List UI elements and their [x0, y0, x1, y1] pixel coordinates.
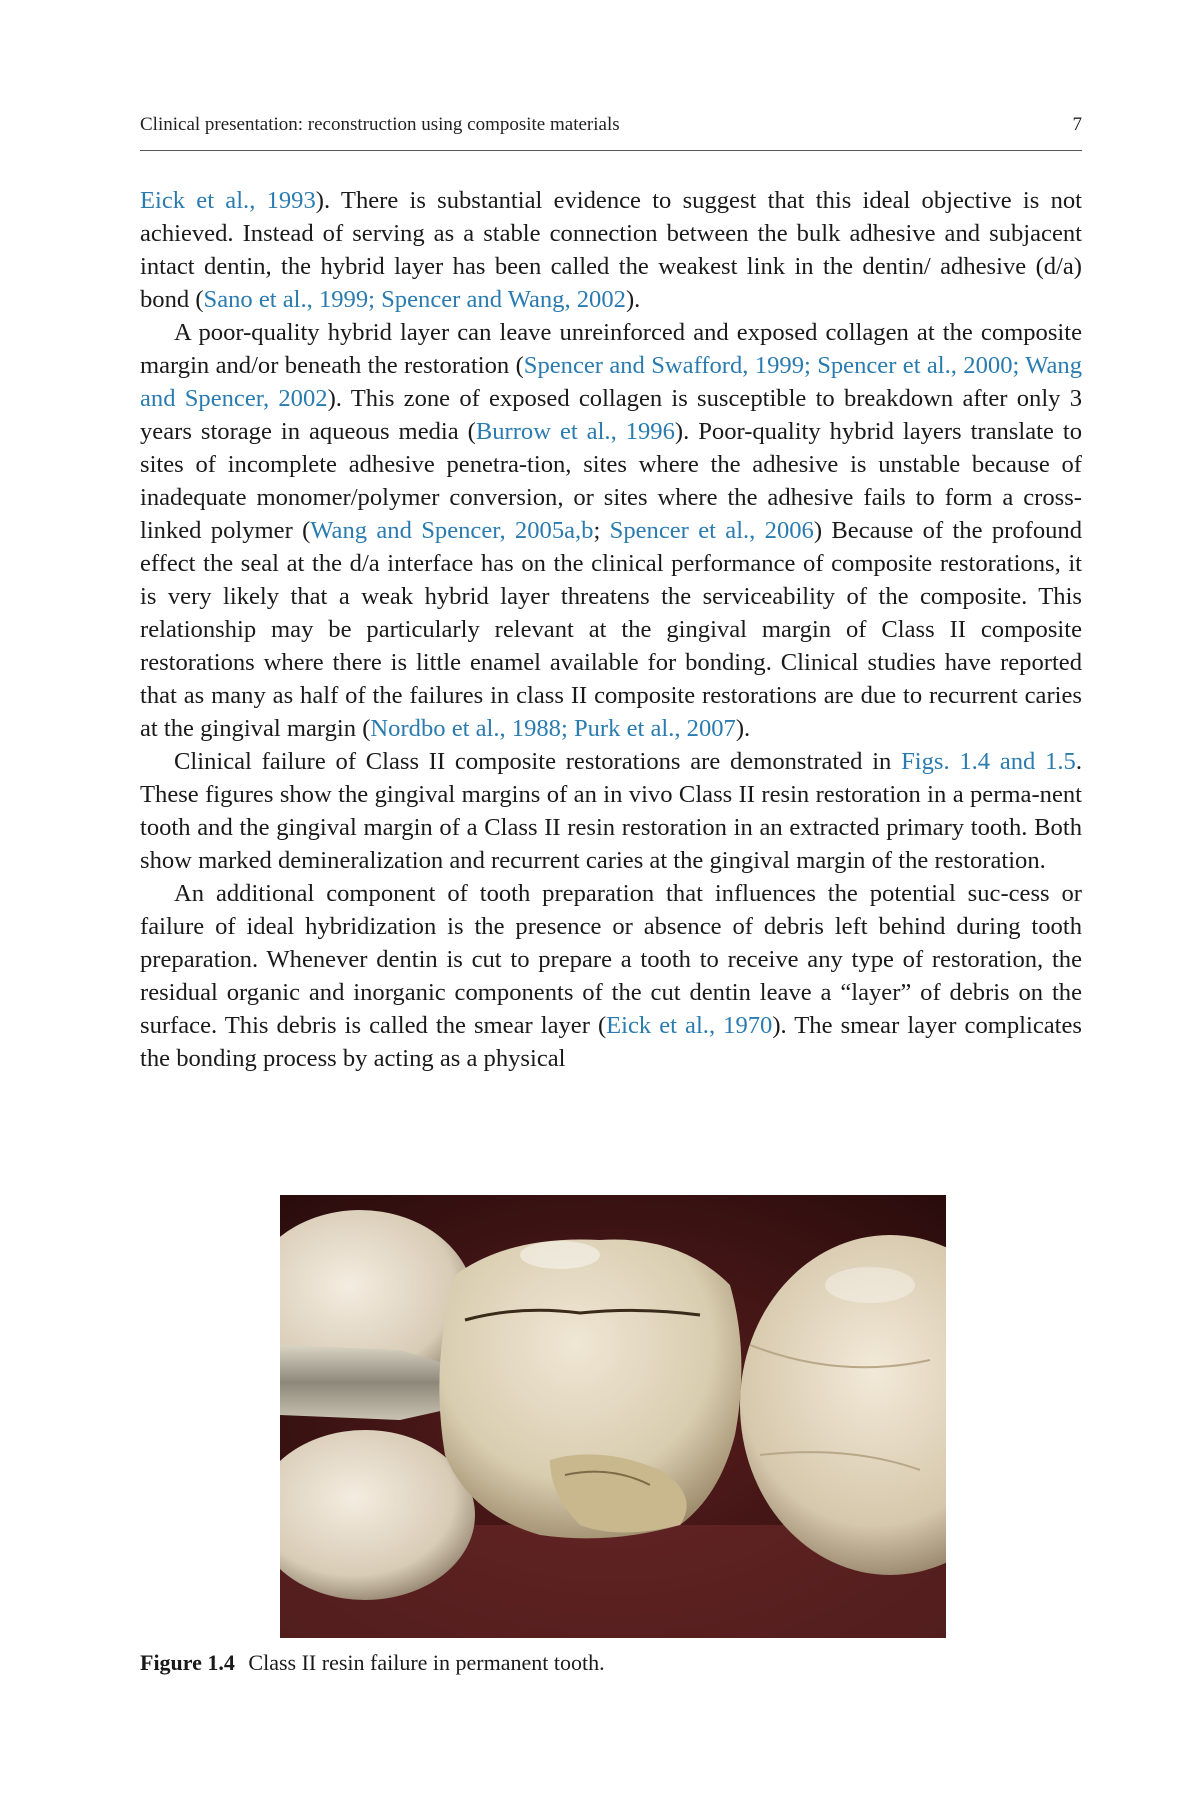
paragraph-text: An additional component of tooth preparation that influences the potential suc-cess or failure of ideal hybridization is the presence or absence of debris left behind during tooth preparation. Whenever dentin is cut to prepare a tooth to receive any type of restoration, the residual organic and inorganic components of the cut dentin leave a “layer” of debris on the surface. This debris is called the smear layer (	[140, 880, 1082, 1039]
body-text	[140, 184, 1082, 1075]
citation-link[interactable]: Burrow et al., 1996	[475, 418, 675, 445]
paragraph	[140, 877, 1082, 1075]
paragraph	[140, 745, 1082, 877]
citation-link[interactable]: Spencer et al., 2006	[609, 517, 814, 544]
figure-caption-text: Class II resin failure in permanent tooth.	[248, 1650, 605, 1675]
paragraph-text: ).	[735, 715, 751, 742]
figure-label: Figure 1.4	[140, 1650, 235, 1675]
paragraph-text: ) Because of the profound effect the seal at the d/a interface has on the clinical performance of composite restorations, it is very likely that a weak hybrid layer threatens the serviceability of the composite. This relationship may be particularly relevant at the gingival margin of Class II composite restorations where there is little enamel available for bonding. Clinical studies have reported that as many as half of the failures in class II composite restorations are due to recurrent caries at the gingival margin (	[140, 517, 1083, 742]
figure-caption	[140, 1650, 1082, 1676]
paragraph	[140, 316, 1082, 745]
paragraph-text: ;	[593, 517, 610, 544]
citation-link[interactable]: Figs. 1.4 and 1.5	[901, 748, 1076, 775]
paragraph-text: ). Poor-quality hybrid layers translate to sites of incomplete adhesive penetra-tion, sites where the adhesive is unstable because of inadequate monomer/polymer conversion, or sites where the adhesive fails to form a cross-linked polymer (	[140, 418, 1082, 544]
citation-link[interactable]: Sano et al., 1999; Spencer and Wang, 2002	[203, 286, 626, 313]
page-number: 7	[1072, 114, 1082, 135]
citation-link[interactable]: Wang and Spencer, 2005a,b	[310, 517, 594, 544]
figure-photo	[280, 1195, 946, 1638]
paragraph-text: A poor-quality hybrid layer can leave unreinforced and exposed collagen at the composite margin and/or beneath the restoration (	[140, 319, 1082, 379]
paragraph-text: ). This zone of exposed collagen is susceptible to breakdown after only 3 years storage in aqueous media (	[140, 385, 1082, 445]
paragraph-text: ). The smear layer complicates the bonding process by acting as a physical	[140, 1012, 1082, 1072]
paragraph	[140, 184, 1082, 316]
citation-link[interactable]: Eick et al., 1993	[140, 187, 316, 214]
citation-link[interactable]: Spencer and Swafford, 1999; Spencer et al., 2000; Wang and Spencer, 2002	[140, 352, 1082, 412]
running-title: Clinical presentation: reconstruction using composite materials	[140, 114, 620, 135]
paragraph-text: Clinical failure of Class II composite restorations are demonstrated in	[174, 748, 902, 775]
header-rule	[140, 150, 1082, 151]
paragraph-text: . These figures show the gingival margins of an in vivo Class II resin restoration in a perma-nent tooth and the gingival margin of a Class II resin restoration in an extracted primary tooth. Both show marked demineralization and recurrent caries at the gingival margin of the restoration.	[140, 748, 1082, 874]
tooth-photo-illustration	[280, 1195, 946, 1638]
citation-link[interactable]: Eick et al., 1970	[606, 1012, 773, 1039]
paragraph-text: ). There is substantial evidence to suggest that this ideal objective is not achieved. Instead of serving as a stable connection between the bulk adhesive and subjacent intact dentin, the hybrid layer has been called the weakest link in the dentin/ adhesive (d/a) bond (	[140, 187, 1082, 313]
citation-link[interactable]: Nordbo et al., 1988; Purk et al., 2007	[370, 715, 736, 742]
paragraph-text: ).	[625, 286, 641, 313]
